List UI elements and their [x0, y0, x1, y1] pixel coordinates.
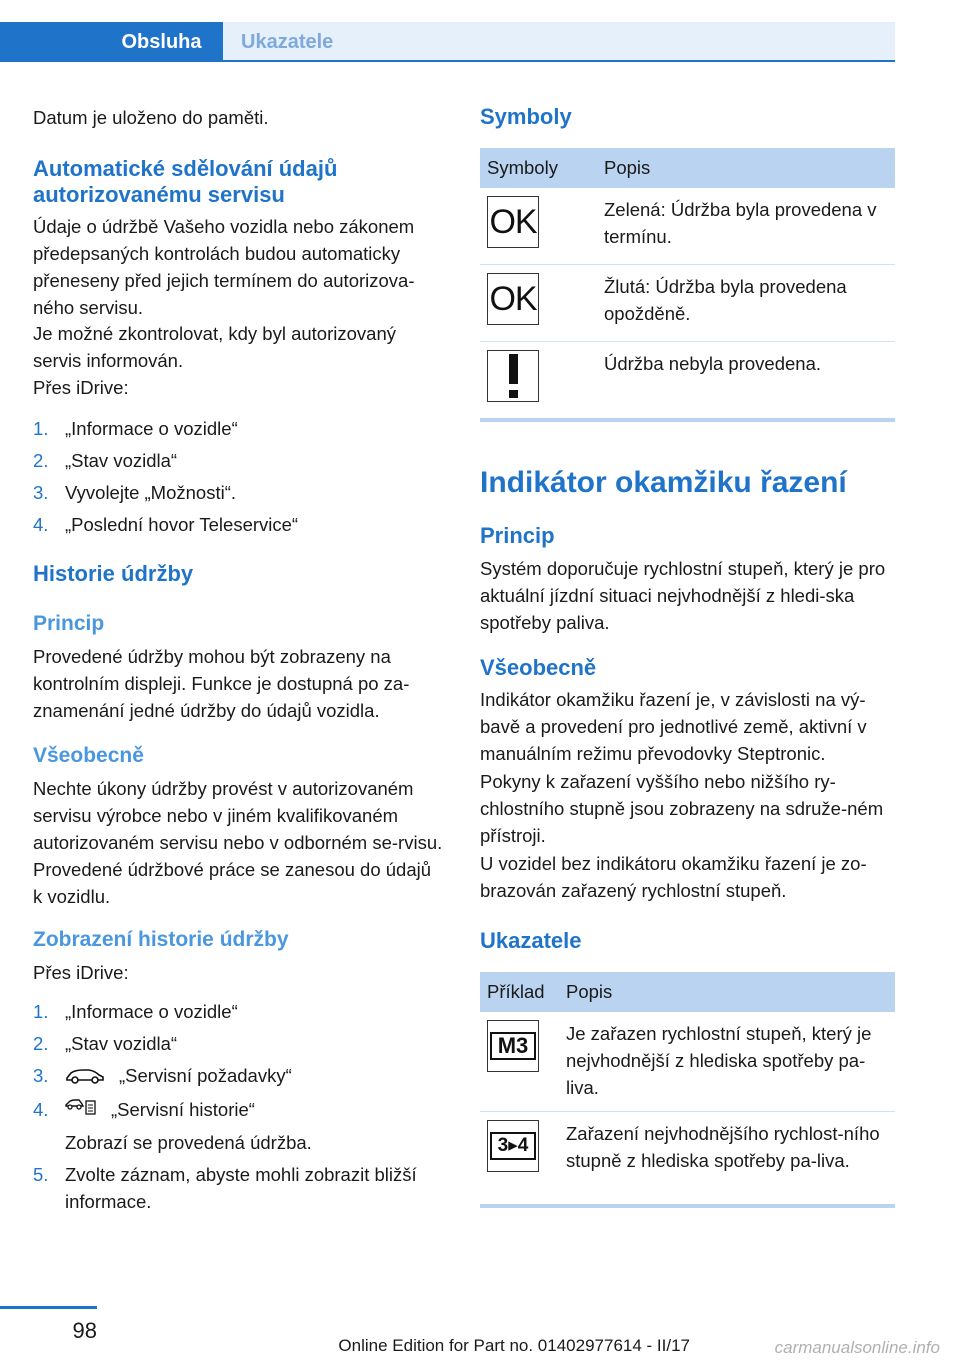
table-row — [480, 1012, 895, 1112]
table-cell: Je zařazen rychlostní stupeň, který je nejvhodnější z hlediska spotřeby pa-liva. — [559, 1012, 895, 1112]
gear-shift-up-icon: 3▸4 — [487, 1120, 539, 1172]
paragraph-general-right-3: U vozidel bez indikátoru okamžiku řazení je zo-brazován zařazený rychlostní stupeň. — [480, 853, 867, 901]
watermark: carmanualsonline.info — [774, 1338, 940, 1357]
table-row — [480, 265, 895, 342]
heading-princip: Princip — [33, 612, 105, 635]
table-cell: Údržba nebyla provedena. — [597, 342, 895, 421]
steps-list-1 — [33, 415, 445, 538]
list-item: 4. „Servisní historie“ — [33, 1096, 445, 1125]
list-item: 5. Zvolte záznam, abyste mohli zobrazit bližší informace. — [33, 1164, 417, 1213]
symbols-table — [480, 148, 895, 422]
list-item: Zobrazí se provedená údržba. — [65, 1132, 312, 1154]
column-header: Popis — [597, 148, 895, 188]
gear-m3-icon: M3 — [487, 1020, 539, 1072]
heading-indicators: Ukazatele — [480, 928, 582, 953]
steps-list-2 — [33, 998, 445, 1215]
header-tab-bar — [0, 0, 895, 62]
list-item: 3. „Servisní požadavky“ — [33, 1062, 445, 1091]
ok-green-icon: OK — [487, 196, 539, 248]
list-item: 1. „Informace o vozidle“ — [33, 1001, 238, 1022]
paragraph-general: Nechte úkony údržby provést v autorizovaném servisu výrobce nebo v jiném kvalifikovaném autorizovaném servisu nebo v odborném se-rvisu. Provedené údržbové práce se zanesou do údajů k vozidlu. — [33, 778, 443, 907]
paragraph-general-right-1: Indikátor okamžiku řazení je, v závislosti na vý-bavě a provedení pro jednotlivé země, aktivní v manuálním režimu převodovky Steptronic. — [480, 689, 867, 764]
paragraph-general-right-2: Pokyny k zařazení vyššího nebo nižšího ry-chlostního stupně jsou zobrazeny na sdruže-ném přístroji. — [480, 771, 884, 846]
column-header: Příklad — [480, 972, 559, 1012]
heading-general: Všeobecně — [33, 744, 144, 767]
footer-rule — [0, 1306, 97, 1309]
edition-note: Online Edition for Part no. 01402977614 - II/17 — [338, 1336, 690, 1355]
tab-ukazatele[interactable]: Ukazatele — [223, 22, 895, 60]
car-icon — [65, 1064, 105, 1091]
heading-general-right: Všeobecně — [480, 655, 597, 680]
indicators-table — [480, 972, 895, 1208]
paragraph-idrive-1: Přes iDrive: — [33, 377, 129, 398]
page-number: 98 — [72, 1318, 97, 1343]
column-header: Symboly — [480, 148, 597, 188]
heading-princip-right: Princip — [480, 523, 555, 548]
table-cell: Zařazení nejvhodnějšího rychlost-ního stupně z hlediska spotřeby pa-liva. — [559, 1112, 895, 1207]
list-item: 2. „Stav vozidla“ — [33, 1033, 178, 1054]
heading-show-history: Zobrazení historie údržby — [33, 928, 289, 951]
list-item: 2. „Stav vozidla“ — [33, 450, 178, 471]
paragraph-princip-right: Systém doporučuje rychlostní stupeň, který je pro aktuální jízdní situaci nejvhodnější z hledi-ska spotřeby paliva. — [480, 558, 886, 633]
service-history-icon — [65, 1097, 97, 1124]
tab-obsluha[interactable]: Obsluha — [0, 22, 223, 62]
paragraph-auto-2: Je možné zkontrolovat, kdy byl autorizovaný servis informován. — [33, 323, 396, 371]
heading-shift-indicator: Indikátor okamžiku řazení — [480, 466, 847, 499]
table-row — [480, 188, 895, 265]
list-item: 4. „Poslední hovor Teleservice“ — [33, 514, 299, 535]
ok-yellow-icon: OK — [487, 273, 539, 325]
table-row — [480, 1112, 895, 1207]
paragraph-princip: Provedené údržby mohou být zobrazeny na kontrolním displeji. Funkce je dostupná po za-znamenání jedné údržby do údajů vozidla. — [33, 646, 410, 721]
paragraph-date-saved: Datum je uloženo do paměti. — [33, 107, 269, 128]
column-header: Popis — [559, 972, 895, 1012]
paragraph-auto-1: Údaje o údržbě Vašeho vozidla nebo zákonem předepsaných kontrolách budou automaticky přeneseny před jejich termínem do autorizova-ného servisu. — [33, 216, 415, 318]
table-cell: Žlutá: Údržba byla provedena opožděně. — [597, 265, 895, 342]
table-cell: Zelená: Údržba byla provedena v termínu. — [597, 188, 895, 265]
list-item: 1. „Informace o vozidle“ — [33, 418, 238, 439]
tab-underline — [223, 60, 895, 62]
heading-symbols: Symboly — [480, 104, 572, 129]
list-item: 3. Vyvolejte „Možnosti“. — [33, 482, 237, 503]
exclamation-icon — [487, 350, 539, 402]
table-row — [480, 342, 895, 421]
heading-automatic-reporting: Automatické sdělování údajů autorizovanému servisu — [33, 156, 338, 207]
paragraph-idrive-2: Přes iDrive: — [33, 962, 129, 983]
heading-service-history: Historie údržby — [33, 561, 194, 586]
